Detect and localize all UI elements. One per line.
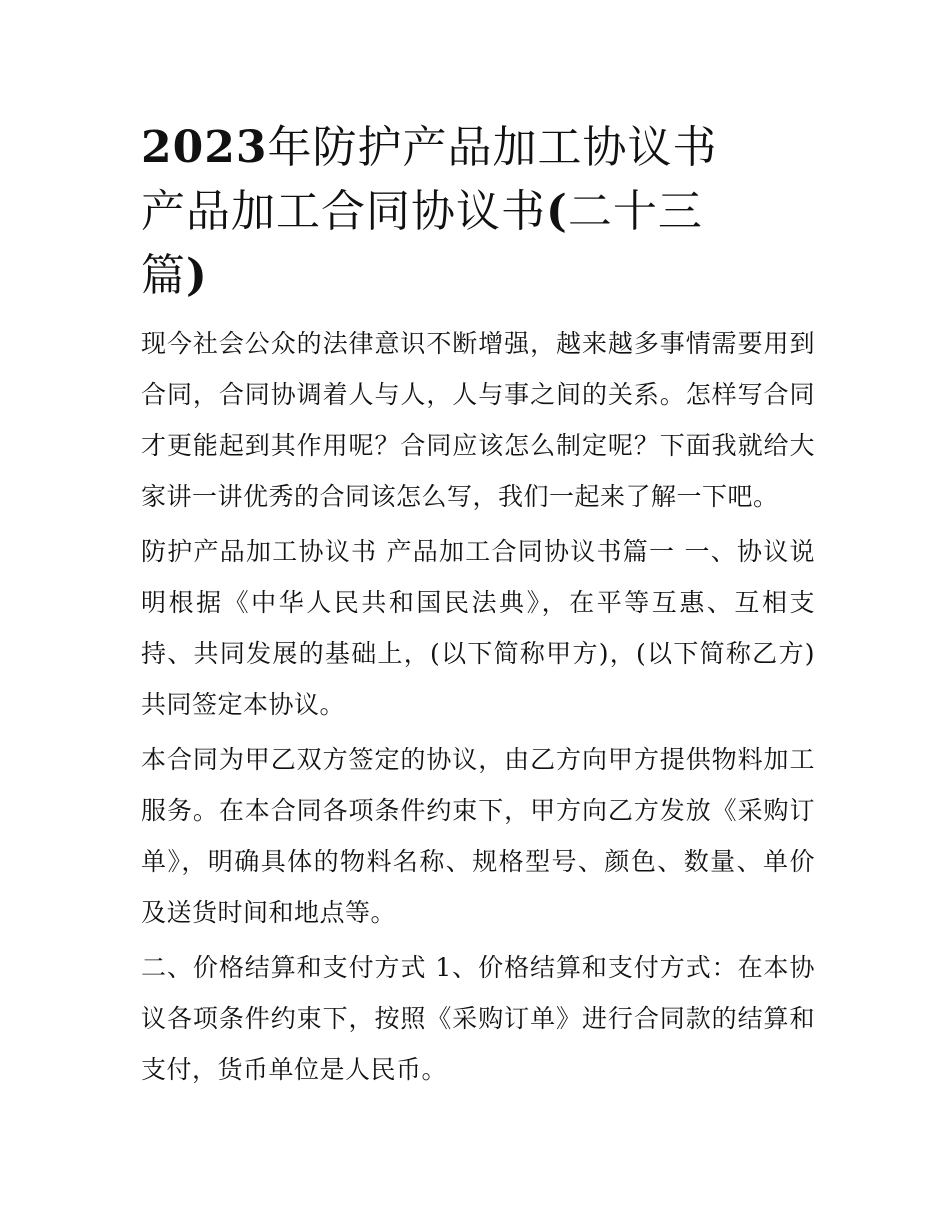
document-title — [141, 116, 815, 308]
title-line-3 — [141, 244, 815, 308]
title-year: 2023 — [141, 122, 268, 173]
paragraph-price-settlement: 二、价格结算和支付方式 1、价格结算和支付方式：在本协议各项条件约束下，按照《采购订单》进行合同款的结算和支付，货币单位是人民币。 — [141, 953, 815, 1084]
title-line-2-tail: 二十三 — [567, 186, 703, 237]
title-line-2 — [141, 180, 815, 244]
title-open-paren: ( — [546, 186, 568, 237]
paragraph-intro: 现今社会公众的法律意识不断增强，越来越多事情需要用到合同，合同协调着人与人，人与事之间的关系。怎样写合同才更能起到其作用呢？合同应该怎么制定呢？下面我就给大家讲一讲优秀的合同该怎么写，我们一起来了解一下吧。 — [141, 329, 815, 511]
paragraph-agreement-description: 防护产品加工协议书 产品加工合同协议书篇一 一、协议说明根据《中华人民共和国民法典》，在平等互惠、互相支持、共同发展的基础上，(以下简称甲方)，(以下简称乙方)共同签定本协议。 — [141, 537, 815, 719]
document-content — [141, 116, 815, 1099]
paragraph-contract-scope: 本合同为甲乙双方签定的协议，由乙方向甲方提供物料加工服务。在本合同各项条件约束下，甲方向乙方发放《采购订单》，明确具体的物料名称、规格型号、颜色、数量、单价及送货时间和地点等。 — [141, 745, 815, 927]
title-line-2-text: 产品加工合同协议书 — [141, 186, 546, 237]
title-line-1 — [141, 116, 815, 180]
title-close-paren: ) — [186, 250, 208, 301]
title-line-3-text: 篇 — [141, 250, 186, 301]
title-line-1-text: 年防护产品加工协议书 — [267, 122, 718, 173]
